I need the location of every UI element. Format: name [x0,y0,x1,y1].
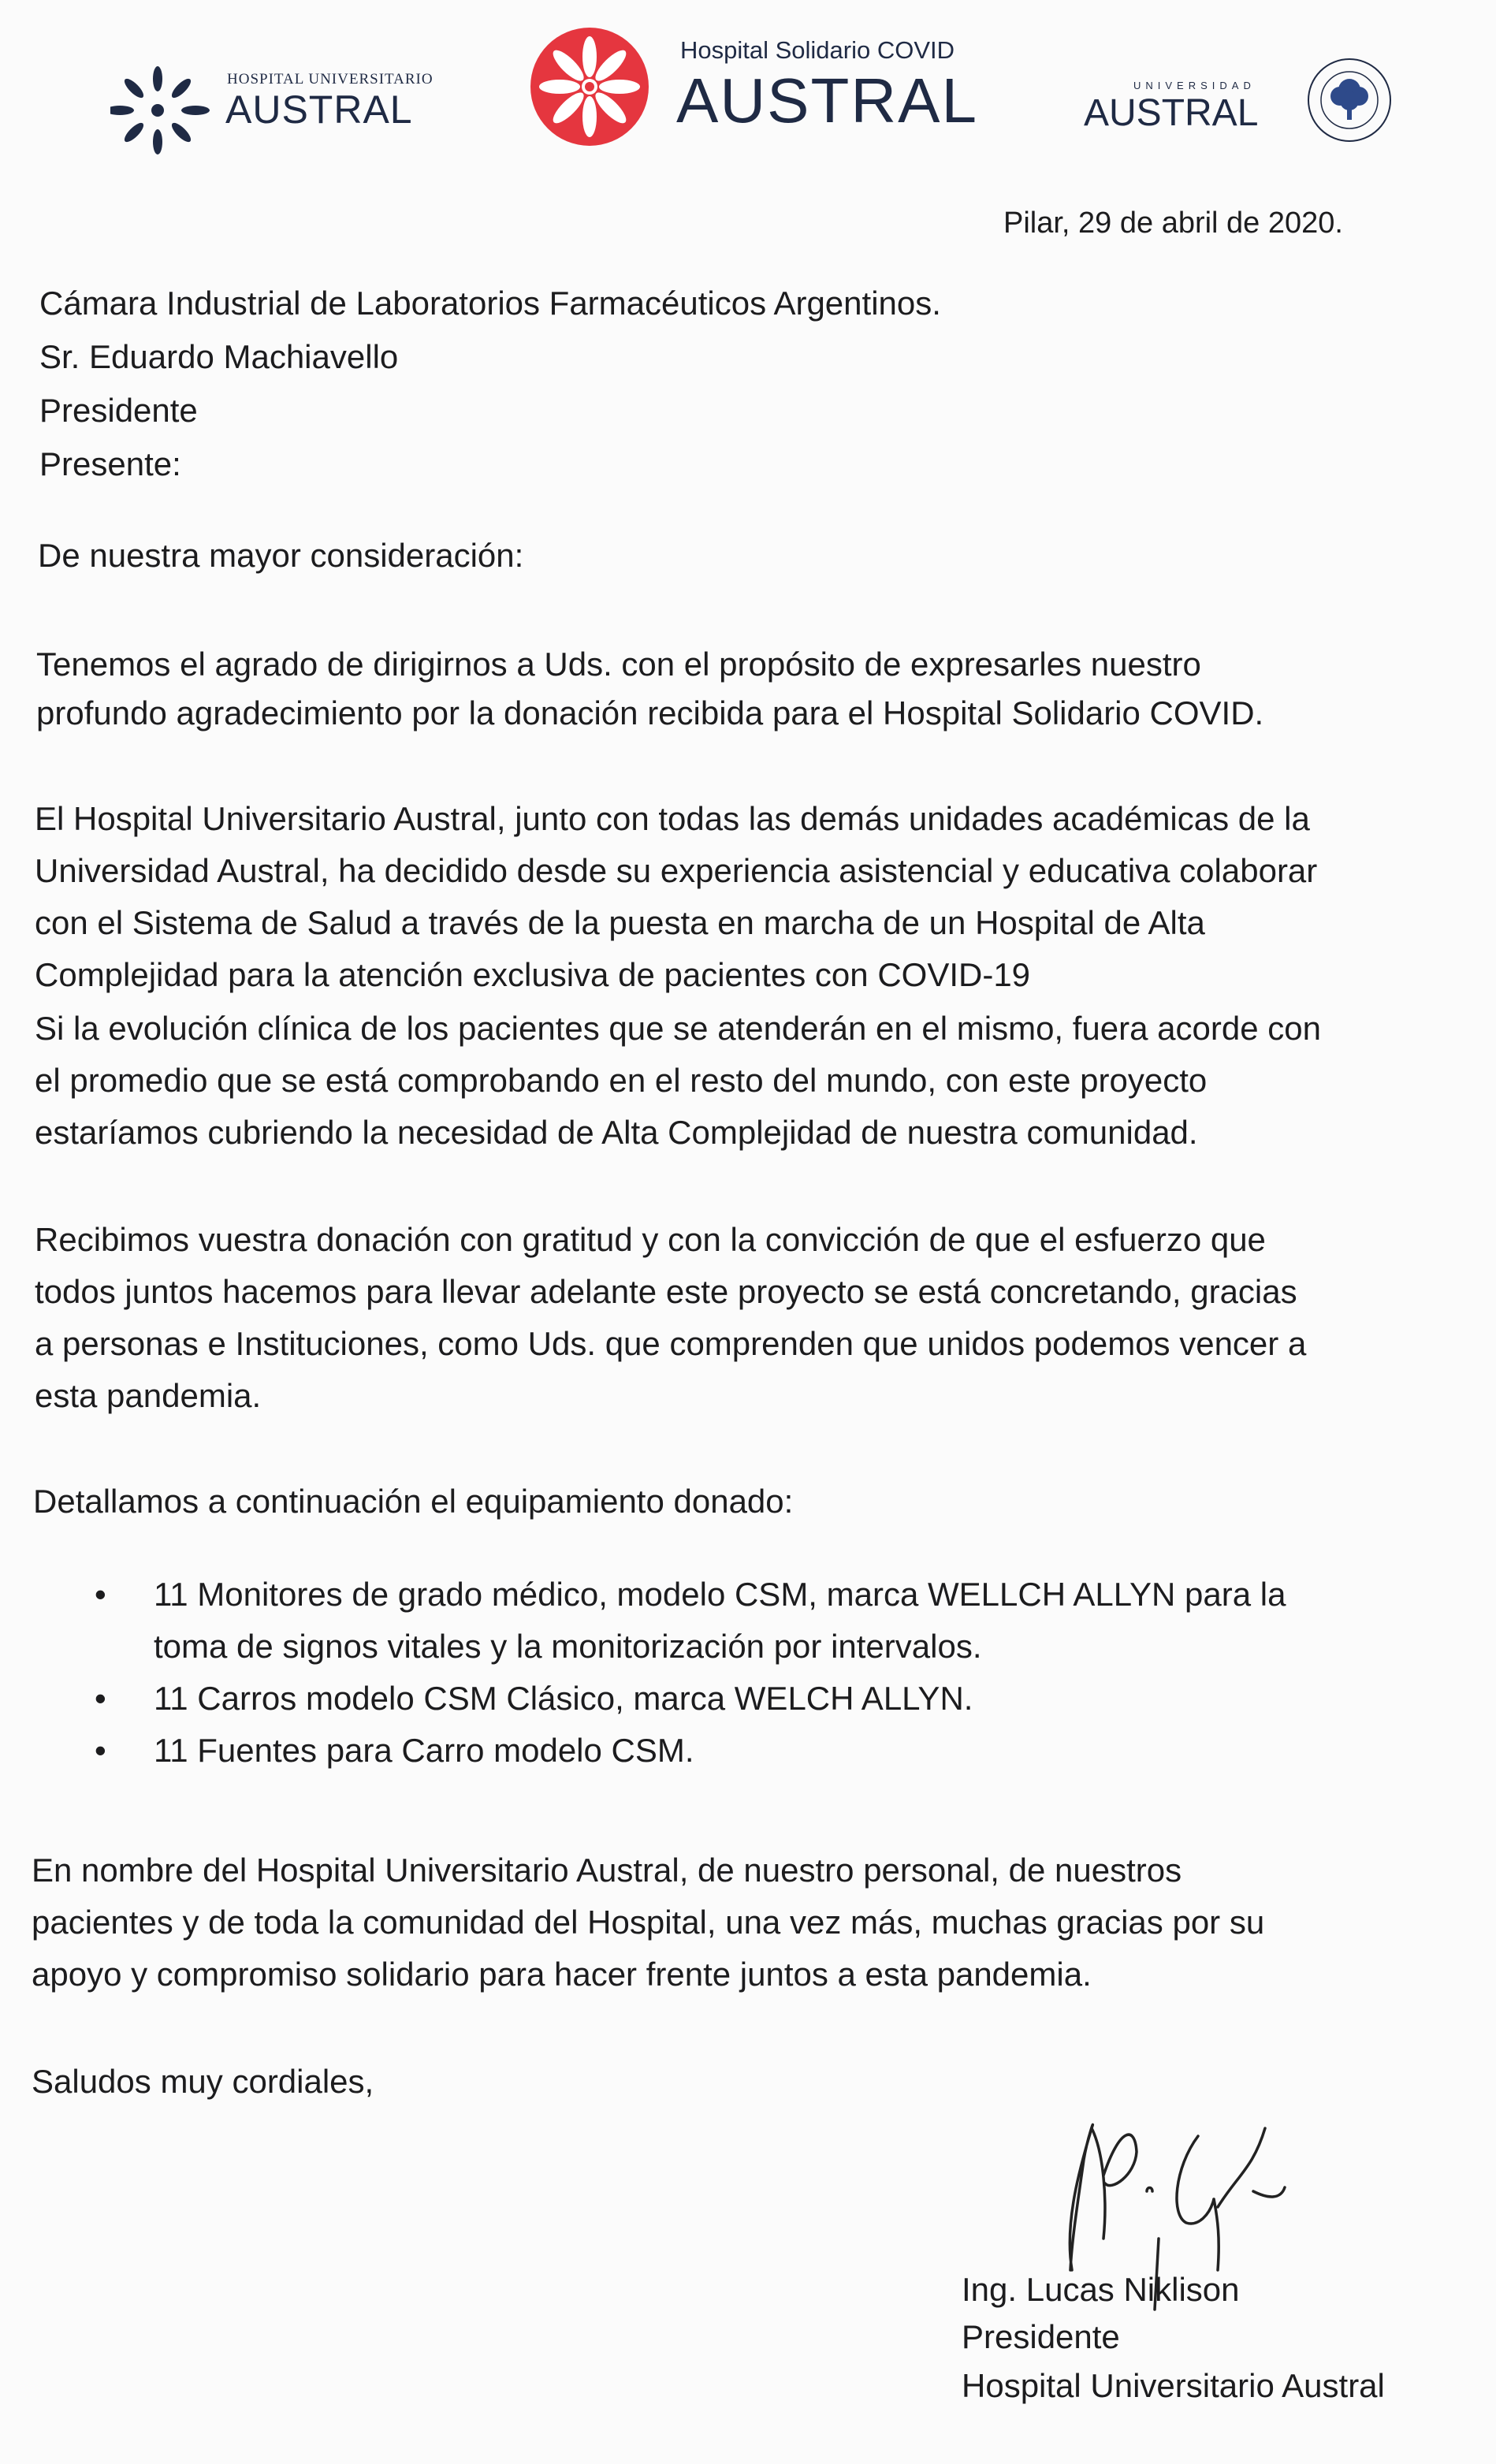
equipment-list [32,1569,1286,1777]
recipient-line: Cámara Industrial de Laboratorios Farmacéuticos Argentinos. [39,285,941,322]
paragraph-line: pacientes y de toda la comunidad del Hospital, una vez más, muchas gracias por su [32,1904,1265,1941]
recipient-line: Presente: [39,445,181,482]
paragraph-line: Universidad Austral, ha decidido desde su experiencia asistencial y educativa colaborar [35,852,1318,889]
list-item [32,1673,1286,1725]
logo-center-line2: AUSTRAL [676,65,978,136]
paragraph-line: esta pandemia. [35,1377,262,1414]
bullet-icon: • [95,1732,106,1769]
paragraph-line: profundo agradecimiento por la donación recibida para el Hospital Solidario COVID. [36,694,1264,731]
bullet-icon: • [95,1680,106,1717]
paragraph-line: Si la evolución clínica de los pacientes que se atenderán en el mismo, fuera acorde con [35,1010,1321,1047]
signer-institution: Hospital Universitario Austral [962,2367,1385,2404]
list-item-text: 11 Fuentes para Carro modelo CSM. [154,1732,694,1769]
list-item-text: toma de signos vitales y la monitorización por intervalos. [154,1628,982,1665]
paragraph-line: El Hospital Universitario Austral, junto con todas las demás unidades académicas de la [35,800,1310,837]
paragraph-line: apoyo y compromiso solidario para hacer frente juntos a esta pandemia. [32,1956,1092,1993]
list-intro: Detallamos a continuación el equipamiento donado: [33,1483,794,1520]
paragraph-line: el promedio que se está comprobando en el resto del mundo, con este proyecto [35,1062,1208,1099]
salutation: De nuestra mayor consideración: [38,537,524,574]
letter-date: Pilar, 29 de abril de 2020. [1003,207,1343,240]
paragraph-line: En nombre del Hospital Universitario Austral, de nuestro personal, de nuestros [32,1852,1182,1889]
list-item-continuation [32,1621,1286,1673]
list-item [32,1725,1286,1777]
paragraph-line: Recibimos vuestra donación con gratitud y con la convicción de que el esfuerzo que [35,1221,1266,1258]
paragraph-line: Complejidad para la atención exclusiva de pacientes con COVID-19 [35,956,1031,993]
closing: Saludos muy cordiales, [32,2063,374,2100]
list-item-text: 11 Carros modelo CSM Clásico, marca WELCH ALLYN. [154,1680,973,1717]
logo-right-line1: UNIVERSIDAD [1133,80,1256,91]
logo-right-line2: AUSTRAL [1084,92,1259,134]
university-seal-icon [1304,55,1395,146]
paragraph-line: Tenemos el agrado de dirigirnos a Uds. con el propósito de expresarles nuestro [36,646,1201,683]
paragraph-line: con el Sistema de Salud a través de la puesta en marcha de un Hospital de Alta [35,904,1205,941]
recipient-line: Presidente [39,392,198,429]
signer-name: Ing. Lucas Niklison [962,2271,1240,2308]
logo-left-line2: AUSTRAL [225,87,413,132]
bullet-icon: • [95,1576,106,1613]
logo-left-line1: HOSPITAL UNIVERSITARIO [227,71,434,87]
hospital-universitario-logo [110,61,441,160]
flower-icon [110,61,213,160]
flower-badge-icon [527,24,653,150]
hospital-solidario-covid-logo [527,24,978,158]
universidad-austral-logo [1084,55,1399,162]
paragraph-line: todos juntos hacemos para llevar adelante este proyecto se está concretando, gracias [35,1273,1297,1310]
paragraph-line: estaríamos cubriendo la necesidad de Alta Complejidad de nuestra comunidad. [35,1114,1198,1151]
list-item [32,1569,1286,1621]
logo-center-line1: Hospital Solidario COVID [680,36,955,64]
paragraph-line: a personas e Instituciones, como Uds. que comprenden que unidos podemos vencer a [35,1325,1307,1362]
list-item-text: 11 Monitores de grado médico, modelo CSM, marca WELLCH ALLYN para la [154,1576,1286,1613]
signer-title: Presidente [962,2318,1120,2355]
recipient-line: Sr. Eduardo Machiavello [39,338,399,375]
